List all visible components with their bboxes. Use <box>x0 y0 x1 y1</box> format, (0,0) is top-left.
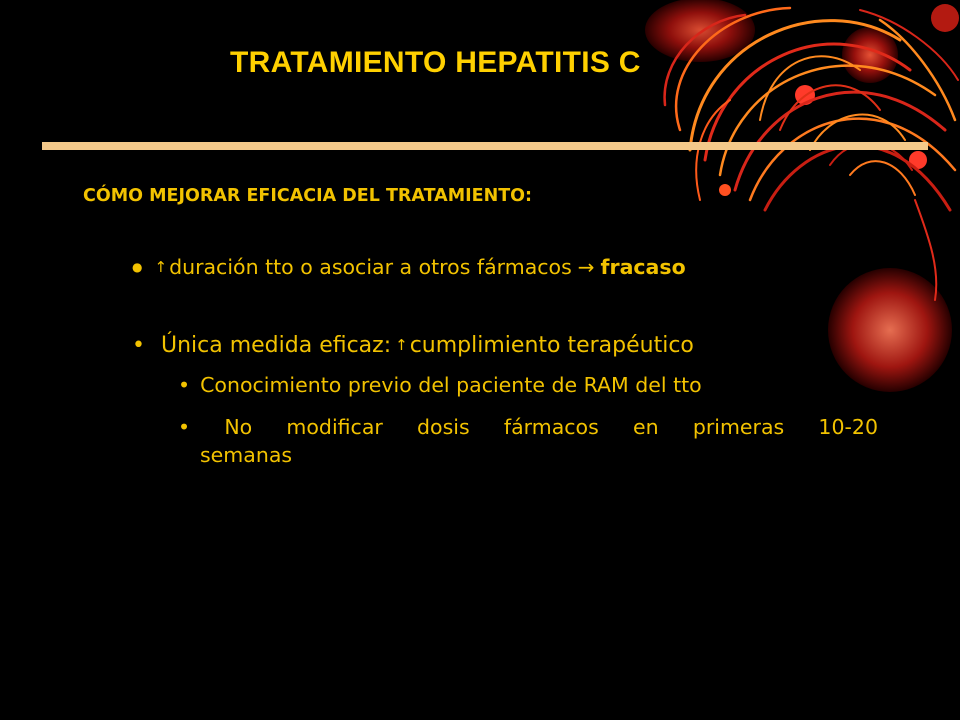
bullet-prefix: Única medida eficaz: <box>160 333 392 358</box>
sub-bullet-word: dosis <box>417 415 470 439</box>
bullet-dot-icon: ● <box>132 260 143 274</box>
up-arrow-icon: ↑ <box>154 258 168 276</box>
sub-bullet-word: 10-20 <box>818 415 878 439</box>
page-title: TRATAMIENTO HEPATITIS C <box>230 46 641 79</box>
bullet-item <box>132 333 694 358</box>
sub-bullet-word: fármacos <box>503 415 599 439</box>
bullet-text: cumplimiento terapéutico <box>409 333 694 358</box>
title-divider <box>42 142 928 150</box>
sub-bullet-word: primeras <box>692 415 785 439</box>
sub-bullet-text: Conocimiento previo del paciente de RAM del tto <box>200 373 702 397</box>
up-arrow-icon: ↑ <box>395 336 408 354</box>
sub-bullet-word: modificar <box>286 415 383 439</box>
bullet-dot-icon: • <box>178 415 191 439</box>
sub-bullet-word: en <box>632 415 659 439</box>
sub-bullet-item <box>178 373 702 397</box>
section-subtitle: CÓMO MEJORAR EFICACIA DEL TRATAMIENTO: <box>83 186 533 206</box>
bullet-text: duración tto o asociar a otros fármacos <box>169 255 572 279</box>
bullet-emphasis: fracaso <box>600 255 686 279</box>
sub-bullet-word: No <box>224 415 253 439</box>
sub-bullet-line: semanas <box>200 443 293 467</box>
sub-bullet-line <box>156 413 878 441</box>
bullet-dot-icon: • <box>132 333 145 358</box>
bullet-item <box>132 255 686 279</box>
sub-bullet-item <box>178 413 878 469</box>
right-arrow-icon: → <box>577 255 595 279</box>
bullet-dot-icon: • <box>178 373 191 397</box>
